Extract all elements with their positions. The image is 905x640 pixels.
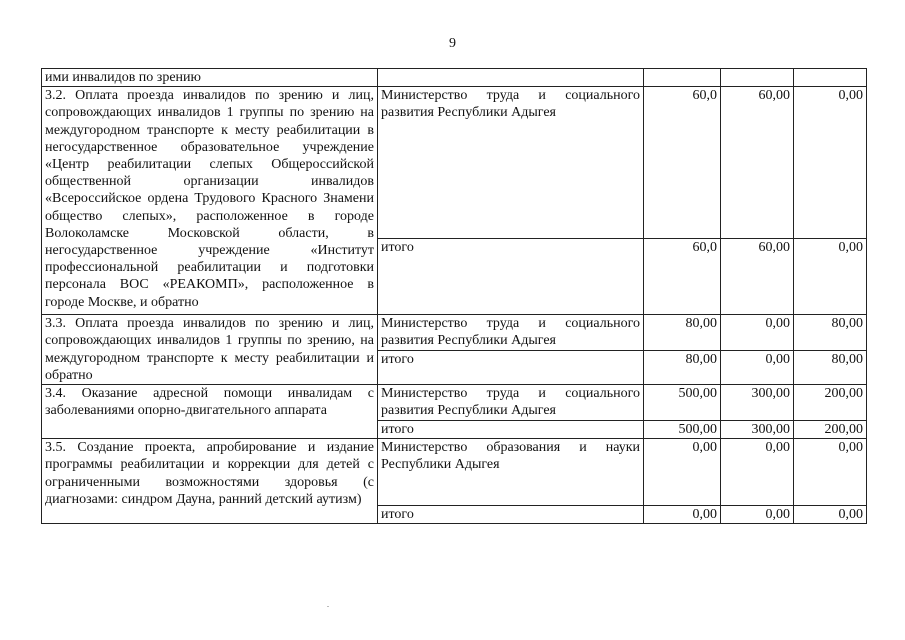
value-total: 60,0 <box>644 87 721 239</box>
total-value: 0,00 <box>721 506 794 524</box>
table-row <box>42 315 867 351</box>
responsible-org: Министерство труда и социального развития Республики Адыгея <box>378 87 644 239</box>
program-table <box>41 68 867 524</box>
total-value: 200,00 <box>794 421 867 439</box>
org-cell <box>378 69 644 87</box>
value-cell <box>721 69 794 87</box>
total-value: 0,00 <box>721 351 794 385</box>
value-federal-budget: 0,00 <box>794 87 867 239</box>
scan-speck <box>327 606 329 607</box>
value-federal-budget: 80,00 <box>794 315 867 351</box>
value-total: 500,00 <box>644 385 721 421</box>
value-total: 0,00 <box>644 439 721 506</box>
itogo-label: итого <box>378 239 644 315</box>
value-federal-budget: 200,00 <box>794 385 867 421</box>
total-value: 80,00 <box>794 351 867 385</box>
item-description: 3.3. Оплата проезда инвалидов по зрению и лиц, сопровождающих инвалидов 1 группы по зрению, на междугородном транспорте к месту реабилитации и обратно <box>42 315 378 385</box>
itogo-label: итого <box>378 506 644 524</box>
responsible-org: Министерство образования и науки Республики Адыгея <box>378 439 644 506</box>
value-republic-budget: 60,00 <box>721 87 794 239</box>
responsible-org: Министерство труда и социального развития Республики Адыгея <box>378 385 644 421</box>
value-cell <box>794 69 867 87</box>
value-federal-budget: 0,00 <box>794 439 867 506</box>
total-value: 80,00 <box>644 351 721 385</box>
value-cell <box>644 69 721 87</box>
page-number: 9 <box>449 36 456 51</box>
total-value: 300,00 <box>721 421 794 439</box>
value-republic-budget: 300,00 <box>721 385 794 421</box>
table-row <box>42 87 867 239</box>
item-description: 3.2. Оплата проезда инвалидов по зрению и лиц, сопровождающих инвалидов 1 группы по зрению на междугородном транспорте к месту реабилитации в негосударственное образовательное учреждение «Центр реабилитации слепых Общероссийской общественной организации инвалидов «Всероссийское ордена Трудового Красного Знамени общество слепых», расположенное в городе Волоколамске Московской области, в негосударственное учреждение «Институт профессиональной реабилитации и подготовки персонала ВОС «РЕАКОМП», расположенное в городе Москве, и обратно <box>42 87 378 315</box>
total-value: 500,00 <box>644 421 721 439</box>
item-description: 3.4. Оказание адресной помощи инвалидам с заболеваниями опорно-двигательного аппарата <box>42 385 378 439</box>
table-row <box>42 439 867 506</box>
total-value: 60,0 <box>644 239 721 315</box>
total-value: 0,00 <box>794 506 867 524</box>
total-value: 0,00 <box>644 506 721 524</box>
value-republic-budget: 0,00 <box>721 315 794 351</box>
table-row <box>42 385 867 421</box>
itogo-label: итого <box>378 351 644 385</box>
itogo-label: итого <box>378 421 644 439</box>
value-total: 80,00 <box>644 315 721 351</box>
value-republic-budget: 0,00 <box>721 439 794 506</box>
item-description: 3.5. Создание проекта, апробирование и издание программы реабилитации и коррекции для детей с ограниченными возможностями здоровья (с диагнозами: синдром Дауна, ранний детский аутизм) <box>42 439 378 524</box>
table-row <box>42 69 867 87</box>
item-description: ими инвалидов по зрению <box>42 69 378 87</box>
responsible-org: Министерство труда и социального развития Республики Адыгея <box>378 315 644 351</box>
total-value: 60,00 <box>721 239 794 315</box>
total-value: 0,00 <box>794 239 867 315</box>
